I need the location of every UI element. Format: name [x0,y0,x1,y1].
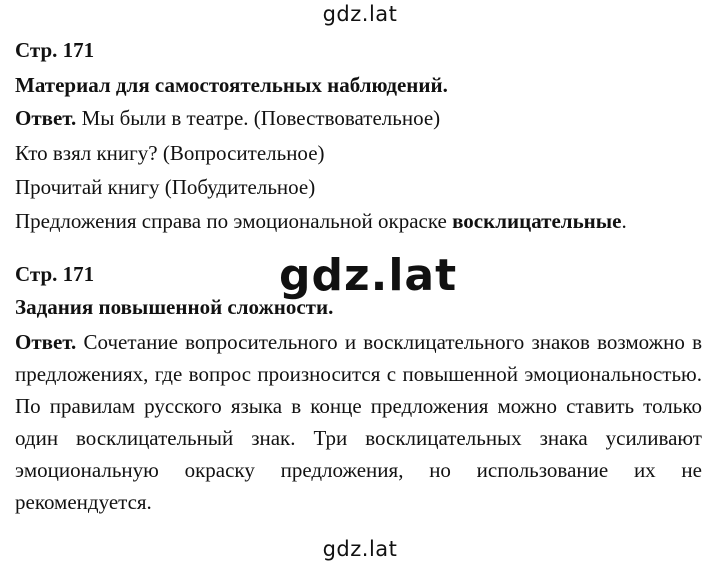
section2-answer-paragraph [15,326,702,518]
section1-conclusion-end: . [621,209,627,233]
section2-answer-text: Сочетание вопросительного и восклицательного знаков возможно в предложениях, где вопрос произносится с повышенной эмоциональностью. По правилам русского языка в конце предложения можно ставить только один восклицательный знак. Три восклицательных знака усиливают эмоциональную окраску предложения, но использование их не рекомендуется. [15,330,702,514]
section2-page-ref: Стр. 171 [15,262,95,286]
section2-answer-label: Ответ. [15,330,77,354]
section1-line-imperative: Прочитай книгу (Побудительное) [15,175,316,199]
section1-conclusion [15,207,627,235]
section1-answer-label: Ответ. [15,106,77,130]
section1-answer-line [15,104,440,132]
section1-page-ref: Стр. 171 [15,38,95,62]
section1-answer-text: Мы были в театре. (Повествовательное) [76,106,441,130]
section1-line-question: Кто взял книгу? (Вопросительное) [15,141,325,165]
section2-title: Задания повышенной сложности. [15,295,334,319]
section1-title: Материал для самостоятельных наблюдений. [15,73,448,97]
watermark-middle: gdz.lat [279,250,458,301]
section1-conclusion-text: Предложения справа по эмоциональной окраске [15,209,453,233]
watermark-top: gdz.lat [322,2,398,26]
watermark-bottom: gdz.lat [322,537,398,561]
section1-conclusion-bold: восклицательные [452,209,622,233]
